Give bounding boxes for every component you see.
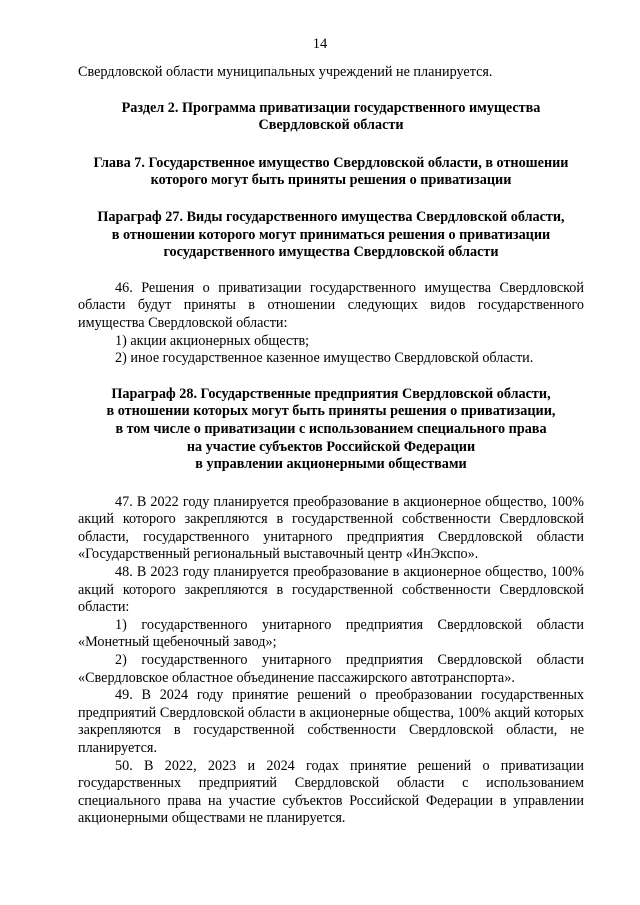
paragraph27-heading-line2: в отношении которого могут приниматься решения о приватизации (111, 226, 551, 243)
clause-48-item-1-line1: 1) государственного унитарного предприятия Свердловской области (115, 616, 584, 633)
paragraph27-heading-line3: государственного имущества Свердловской области (163, 244, 499, 261)
clause-49: 49. В 2024 году принятие решений о преобразовании государственных предприятий Свердловской области в акционерные общества, 100% акций которых закрепляются в государственной собственности Свердловской области, не планируется. (78, 687, 584, 756)
clause-46-item-1: 1) акции акционерных обществ; (115, 332, 310, 349)
chapter-heading-line1: Глава 7. Государственное имущество Свердловской области, в отношении (93, 154, 569, 171)
paragraph28-heading-line1: Параграф 28. Государственные предприятия Свердловской области, (111, 385, 551, 402)
clause-46-item-2: 2) иное государственное казенное имущество Свердловской области. (115, 350, 534, 367)
clause-48-text: 48. В 2023 году планируется преобразование в акционерное общество, 100% акций которого закрепляются в государственной собственности Свердловской области: (78, 564, 584, 616)
paragraph28-heading (78, 386, 584, 474)
chapter-heading-line2: которого могут быть приняты решения о приватизации (150, 172, 512, 189)
section-heading (78, 100, 584, 135)
section-heading-line2: Свердловской области (258, 117, 404, 134)
clauses-47-50 (78, 494, 584, 828)
paragraph27-heading (78, 209, 584, 262)
paragraph28-heading-line3: в том числе о приватизации с использованием специального права (115, 420, 547, 437)
page-content (78, 64, 584, 828)
paragraph28-heading-line5: в управлении акционерными обществами (195, 456, 467, 473)
section-heading-line1: Раздел 2. Программа приватизации государственного имущества (121, 99, 541, 116)
clause-48-item-2-line2: «Свердловское областное объединение пассажирского автотранспорта». (78, 669, 515, 686)
clause-46 (78, 280, 584, 368)
paragraph27-heading-line1: Параграф 27. Виды государственного имущества Свердловской области, (97, 208, 565, 225)
clause-50: 50. В 2022, 2023 и 2024 годах принятие решений о приватизации государственных предприятий Свердловской области с использованием специального права на участие субъектов Российской Федерации в управлении акционерными обществами не планируется. (78, 757, 584, 827)
chapter-heading (78, 155, 584, 190)
clause-46-text: 46. Решения о приватизации государственного имущества Свердловской области будут приняты в отношении следующих видов государственного имущества Свердловской области: (78, 279, 584, 331)
paragraph28-heading-line2: в отношении которых могут быть приняты решения о приватизации, (106, 403, 556, 420)
clause-48-item-1-line2: «Монетный щебеночный завод»; (78, 634, 277, 651)
paragraph28-heading-line4: на участие субъектов Российской Федерации (186, 438, 476, 455)
clause-48-item-2-line1: 2) государственного унитарного предприятия Свердловской области (115, 652, 584, 669)
page-number: 14 (312, 36, 328, 52)
clause-47: 47. В 2022 году планируется преобразование в акционерное общество, 100% акций которого закрепляются в государственной собственности Свердловской области, государственного унитарного предприятия Свердловской области «Государственный региональный выставочный центр «ИнЭкспо». (78, 493, 584, 563)
intro-paragraph: Свердловской области муниципальных учреждений не планируется. (78, 64, 493, 80)
